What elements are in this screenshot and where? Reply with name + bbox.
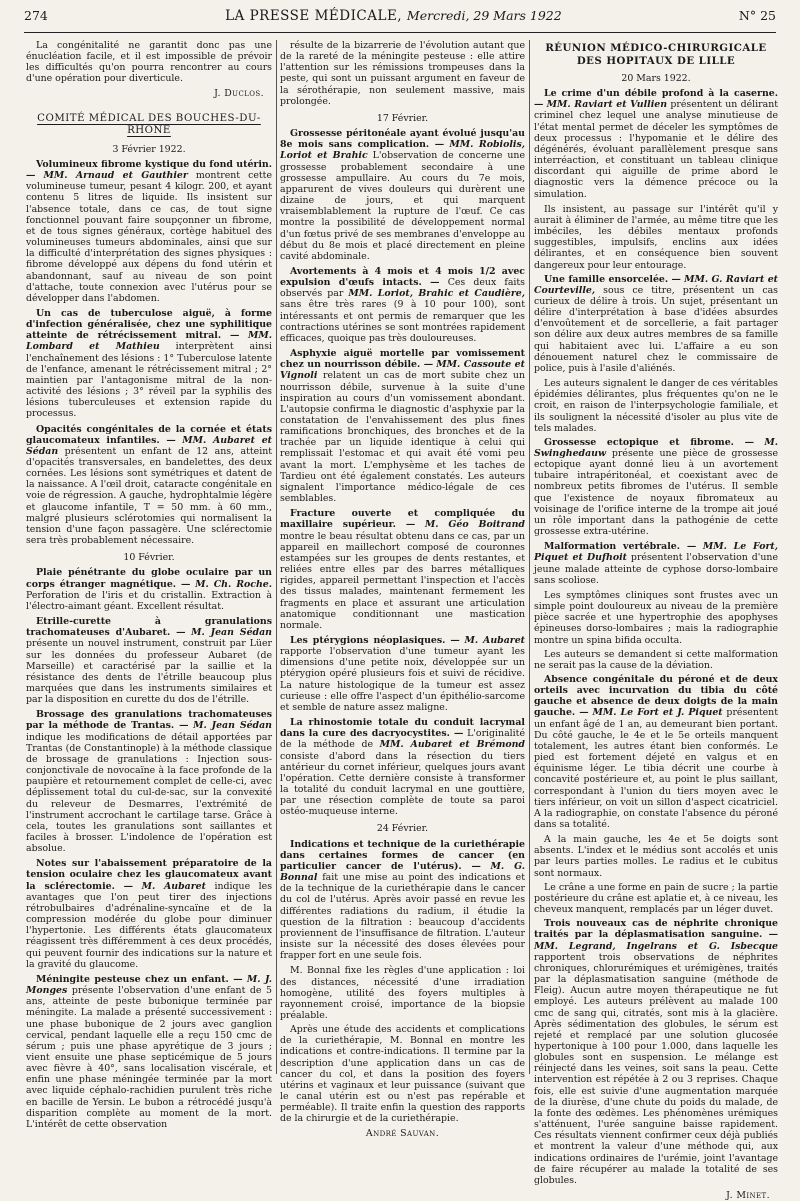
article-text: interprètent ainsi l'enchaînement des lésions : 1° Tuberculose latente de l'enfance, amenant le rétrécissement mitral ; 2° maintien par l'antagonisme mitral de la non-activité des lésions ; 3° réveil par la syphilis des lésions tuberculeuses et extension rapide du processus. xyxy=(26,341,272,420)
article xyxy=(26,974,272,1130)
article xyxy=(280,717,525,817)
article-authors: MM. Cassoute et Vignoli xyxy=(280,359,525,382)
article-heading: Etrille-curette à granulations trachomateuses d'Aubaret. — xyxy=(26,616,272,639)
article xyxy=(26,858,272,970)
article xyxy=(280,128,525,262)
article-authors: M. Aubaret xyxy=(464,634,525,646)
page-header xyxy=(24,8,776,33)
article-authors: MM. Aubaret et Brémond xyxy=(379,739,525,751)
article-heading: Fracture ouverte et compliquée du maxillaire supérieur. — xyxy=(280,508,525,531)
article-text: Les auteurs se demandent si cette malformation ne serait pas la cause de la déviation. xyxy=(534,648,778,671)
article xyxy=(26,709,272,854)
article xyxy=(26,616,272,705)
article-authors: MM. Robiolis, Loriot et Brahic xyxy=(280,139,525,162)
article-text: présentent un délirant criminel chez lequel une analyse minutieuse de l'état mental permet de déceler les symptômes de deux processus : l'hypomanie et le délire des dégénérés, évoluant parallèlement presque sans interréaction, et constituant un tableau clinique discordant qui aiguille de prime abord le diagnostic vers la démence précoce ou la simulation. xyxy=(534,99,778,200)
article-text: L'observation de concerne une grossesse probablement secondaire à une grossesse ampullaire. Au cours du 7e mois, apparurent de vives douleurs qui durèrent une dizaine de jours, et qui marquent vraisemblablement la rupture de l'œuf. Ce cas montre la possibilité de développement normal d'un fœtus privé de ses membranes d'enveloppe au début du 8e mois et placé directement en pleine cavité abdominale. xyxy=(280,150,526,262)
article-authors: M. Jean Sédan xyxy=(193,720,273,732)
article xyxy=(534,88,778,200)
article-text: sans être très rares (9 à 10 pour 100), sont intéressants et ont permis de remarquer que les contractions utérines se sont montrées rapidement efficaces, quoique pas très douloureuses. xyxy=(280,299,525,344)
article xyxy=(280,508,525,631)
article-heading: Notes sur l'abaissement préparatoire de la tension oculaire chez les glaucomateux avant la sclérectomie. — xyxy=(26,858,272,892)
article-text: Ces deux faits observés par xyxy=(280,277,525,300)
article-authors: MM. Legrand, Ingelrans et G. Isbecque xyxy=(534,940,778,952)
article-authors: MM. Loriot, Brahic et Caudière, xyxy=(348,288,525,300)
article-heading: Indications et technique de la curiethérapie dans certaines formes de cancer (en particulier cancer de l'utérus). — xyxy=(280,838,525,872)
column-right xyxy=(534,40,779,1201)
article-authors: M. G. Bonnal xyxy=(280,860,526,884)
article xyxy=(534,674,778,830)
session-date: 10 Février. xyxy=(123,552,175,564)
article-authors: MM. Aubaret et Sédan xyxy=(26,434,273,457)
article-text: sous ce titre, présentent un cas curieux de délire à trois. Un sujet, présentant un délire d'interprétation à base d'idées absurdes d'envoûtement et de sorcellerie, a fait partager son délire aux deux autres membres de sa famille qui habitaient avec lui. L'affaire a eu son dénouement naturel chez le commissaire de police, puis à l'asile d'aliénés. xyxy=(534,284,778,374)
article-heading: Grossesse ectopique et fibrome. — xyxy=(544,436,754,448)
author-signature: J. Duclos. xyxy=(214,87,264,99)
article-authors: MM. Le Fort, Piquet et Dufhoit xyxy=(534,541,778,564)
article xyxy=(26,424,272,547)
article-text: A la main gauche, les 4e et 5e doigts sont absents. L'index et le médius sont accolés et unis par leurs parties molles. Le radius et le cubitus sont normaux. xyxy=(534,834,778,879)
article xyxy=(534,918,778,1186)
article-heading: Grossesse péritonéale ayant évolué jusqu'au 8e mois sans complication. — xyxy=(280,128,525,151)
session-date: 20 Mars 1922. xyxy=(621,73,691,84)
article-heading: Plaie pénétrante du globe oculaire par un corps étranger magnétique. — xyxy=(26,567,272,590)
article-text: Ils insistent, au passage sur l'intérêt qu'il y aurait à éliminer de l'armée, au même titre que les imbéciles, les débiles mentaux profonds suggestibles, impulsifs, enclins aux idées délirantes, et en conséquence bien souvent dangereux pour leur entourage. xyxy=(534,203,778,271)
article-authors: MM. Lombard et Mathieu xyxy=(26,330,272,353)
author-signature: J. Minet. xyxy=(726,1190,770,1201)
page-number: 274 xyxy=(24,8,48,23)
column-left xyxy=(26,40,273,1130)
article-heading: Le crime d'un débile profond à la caserne. — xyxy=(534,88,778,111)
article-text: montrent cette volumineuse tumeur, pesant 4 kilogr. 200, et ayant contenu 5 litres de liquide. Ils insistent sur l'absence totale, dans ce cas, de tout signe fonctionnel pouvant faire soupçonner un fibrome, et de tous signes généraux, cortège habituel des volumineuses tumeurs abdominales, ainsi que sur la difficulté d'interprétation des signes physiques : fibrome développé aux dépens du fond utérin et abandonnant, sauf au niveau de son point d'attache, toute connexion avec l'utérus pour se développer dans l'abdomen. xyxy=(26,170,273,304)
article-text: Perforation de l'iris et du cristallin. Extraction à l'électro-aimant géant. Excellent résultat. xyxy=(26,589,272,612)
article xyxy=(280,839,525,962)
article-heading: Avortements à 4 mois et 4 mois 1/2 avec expulsion d'œufs intacts. — xyxy=(280,265,525,289)
journal-title xyxy=(225,8,562,24)
section-title: COMITÉ MÉDICAL DES BOUCHES-DU-RHONE xyxy=(37,112,261,137)
article xyxy=(534,437,778,537)
article-heading: Malformation vertébrale. — xyxy=(544,541,697,553)
article-heading: Asphyxie aiguë mortelle par vomissement chez un nourrisson débile. — xyxy=(280,348,525,371)
article xyxy=(26,159,272,304)
article-text: Les auteurs signalent le danger de ces véritables épidémies délirantes, plus fréquentes qu'on ne le croit, en raison de l'interpsychologie familiale, et ils soulignent la nécessité d'isoler au plus vite de tels malades. xyxy=(534,378,778,434)
article-text: indique les avantages que l'on peut tirer des injections rétrobulbaires d'adrénaline-syncaïne et de la compression modérée du globe pour diminuer l'hypertonie. Les différents états glaucomateux réagissent très différemment à ces deux procédés, qui peuvent fournir des indications sur la nature et la gravité du glaucome. xyxy=(26,880,273,970)
article-text: présente une pièce de grossesse ectopique ayant donné lieu à un avortement tubaire intrapéritonéal, et coexistant avec de nombreux petits fibromes de l'utérus. Il semble que l'existence de noyaux fibromateux au voisinage de l'orifice interne de la trompe ait joué un rôle important dans la pathogénie de cette grossesse extra-utérine. xyxy=(534,448,778,538)
article-text: présente l'observation d'une enfant de 5 ans, atteinte de peste bubonique terminée par méningite. La malade a présenté successivement : une phase bubonique de 2 jours avec ganglion cervical, pendant laquelle elle a reçu 150 cmc de sérum ; puis une phase apyrétique de 3 jours ; vient ensuite une phase septicémique de 5 jours avec fièvre à 40°, sans localisation viscérale, et enfin une phase méningée terminée par la mort avec liquide céphalo-rachidien purulent très riche en bacille de Yersin. Le bubon a rétrocédé jusqu'à disparition complète au moment de la mort. L'intérêt de cette observation xyxy=(26,985,272,1130)
article xyxy=(26,308,272,420)
article xyxy=(26,567,272,612)
article-text: M. Bonnal fixe les règles d'une application : loi des distances, nécessité d'une irradiation homogène, utilité des foyers multiples à rayonnement croisé, importance de la biopsie préalable. xyxy=(280,965,525,1021)
section-title: RÉUNION MÉDICO-CHIRURGICALE DES HOPITAUX DE LILLE xyxy=(545,42,767,67)
article-authors: M. J. Monges xyxy=(26,973,272,997)
article-text: consiste d'abord dans la résection du tiers antérieur du cornet inférieur, quelques jours avant l'opération. Cette dernière consiste à transformer la totalité du conduit lacrymal en une gouttière, par une résection complète de toute sa paroi ostéo-muqueuse interne. xyxy=(280,750,525,818)
article-text: présente un nouvel instrument, construit par Lüer sur les données du professeur Aubaret (de Marseille) et caractérisé par la saillie et la résistance des dents de l'étrille beaucoup plus marquées que dans les instruments similaires et par la disposition en curette du dos de l'étrille. xyxy=(26,638,272,706)
article xyxy=(534,274,778,374)
article-text: montre le beau résultat obtenu dans ce cas, par un appareil en maillechort composé de couronnes estampées sur les groupes de dents restantes, et reliées entre elles par des barres métalliques rigides, appareil permettant l'inspection et l'accès des tissus malades, maintenant fermement les fragments en place et assurant une articulation anatomique conditionnant une mastication normale. xyxy=(280,530,525,631)
session-date: 24 Février. xyxy=(376,823,429,835)
article-text: relatent un cas de mort subite chez un nourrisson débile, survenue à la suite d'une inspiration au cours d'un vomissement abondant. L'autopsie confirma le diagnostic d'asphyxie par la constatation de l'envahissement des plus fines ramifications bronchiques, des bronches et de la trachée par un liquide identique à celui qui remplissait l'estomac et qui avait été vomi peu avant la mort. L'emphysème et les taches de Tardieu ont été également constatés. Les auteurs signalent l'importance médico-légale de ces semblables. xyxy=(280,370,525,505)
article-authors: M. Ch. Roche. xyxy=(195,578,272,590)
article-heading: La rhinostomie totale du conduit lacrymal dans la cure des dacryocystites. — xyxy=(280,717,525,740)
article-text: présentent un enfant âgé de 1 an, au demeurant bien portant. Du côté gauche, le 4e et le 5e orteils manquent totalement, les autres étant bien conformés. Le pied est fortement déjeté en valgus et en équinisme léger. Le tibia décrit une courbe à concavité postérieure et, au point le plus saillant, correspondant à l'union du tiers moyen avec le tiers inférieur, on voit un sillon d'aspect cicatriciel. A la radiographie, on constate l'absence du péroné dans sa totalité. xyxy=(534,707,778,830)
article-text: résulte de la bizarrerie de l'évolution autant que de la rareté de la méningite pesteuse : elle attire l'attention sur les rémissions trompeuses dans la peste, qui sont un puissant argument en faveur de la sérothérapie, non seulement massive, mais prolongée. xyxy=(280,40,525,107)
article xyxy=(280,635,525,713)
column-divider xyxy=(276,40,277,1074)
article xyxy=(534,541,778,586)
article-text: La congénitalité ne garantit donc pas une énucléation facile, et il est impossible de prévoir les difficultés qu'on pourra rencontrer au cours d'une opération pour diverticule. xyxy=(26,40,272,85)
article-text: présentent l'observation d'une jeune malade atteinte de cyphose dorso-lombaire sans scoliose. xyxy=(534,552,778,586)
session-date: 3 Février 1922. xyxy=(112,143,186,155)
article-heading: Un cas de tuberculose aiguë, à forme d'infection généralisée, chez une syphilitique atteinte de rétrécissement mitral. — xyxy=(26,307,272,342)
article-text: présentent un enfant de 12 ans, atteint d'opacités transversales, en bandelettes, des deux cornées. Les lésions sont symétriques et datent de la naissance. A l'œil droit, cataracte congénitale en voie de régression. A gauche, hydrophtalmie légère et glaucome infantile, T = 50 mm. à 60 mm., malgré plusieurs sclérotomies qui normalisent la tension d'une façon passagère. Une sclérectomie sera très probablement nécessaire. xyxy=(26,445,272,547)
article-authors: MM. Le Fort et J. Piquet xyxy=(592,707,723,719)
article-authors: MM. Arnaud et Gauthier xyxy=(43,170,188,182)
article-text: Après une étude des accidents et complications de la curiethérapie, M. Bonnal en montre les indications et contre-indications. Il termine par la description d'une application dans un cas de cancer du col, et dans la position des foyers utérins et vaginaux et leur puissance (suivant que le canal utérin est ou n'est pas repérable et perméable). Il traite enfin la question des rapports de la chirurgie et de la curiethérapie. xyxy=(280,1024,525,1125)
article-heading: Opacités congénitales de la cornée et états glaucomateux infantiles. — xyxy=(26,423,272,446)
article-heading: Brossage des granulations trachomateuses par la méthode de Trantas. — xyxy=(26,709,272,732)
article-text: rapportent trois observations de néphrites chroniques, chlorurémiques et urémigènes, traités par la déplasmatisation sanguine (méthode de Fleig). Aucun autre moyen thérapeutique ne fut employé. Les auteurs prélèvent au malade 100 cmc de sang qui, citratés, sont mis à la glacière. Après sédimentation des globules, le sérum est rejeté et remplacé par une solution glucosée hypertonique à 100 pour 1.000, dans laquelle les globules sont en suspension. Le mélange est réinjecté dans les veines, soit sans la peau. Cette intervention est répétée à 2 ou 3 reprises. Chaque fois, elle est suivie d'une augmentation marquée de la diurèse, d'une chute du poids du malade, de la fonte des œdèmes. Les phénomènes urémiques s'atténuent, l'urée sanguine baisse rapidement. Ces résultats viennent confirmer ceux déjà publiés et montrent la valeur d'une méthode qui, aux indications ordinaires de l'urémie, joint l'avantage de faire récupérer au malade la totalité de ses globules. xyxy=(534,951,778,1186)
article-text: fait une mise au point des indications et de la technique de la curiethérapie dans le cancer du col de l'utérus. Après avoir passé en revue les différentes radiations du radium, il étudie la question de la filtration : beaucoup d'accidents proviennent de l'insuffisance de filtration. L'auteur insiste sur la nécessité des doses élevées pour frapper fort en une seule fois. xyxy=(280,872,525,962)
article xyxy=(280,348,525,504)
article-text: Les symptômes cliniques sont frustes avec un simple point douloureux au niveau de la première pièce sacrée et une hypertrophie des apophyses épineuses dorso-lombaires ; mais la radiographie montre un spina bifida occulta. xyxy=(534,589,778,646)
article-authors: M. Aubaret xyxy=(141,880,206,892)
article-heading: Absence congénitale du péroné et de deux orteils avec incurvation du tibia du côté gauche et absence de deux doigts de la main gauche. — xyxy=(534,673,778,719)
issue-number: N° 25 xyxy=(738,8,776,23)
issue-date: Mercredi, 29 Mars 1922 xyxy=(406,8,562,23)
article-authors: M. Swinghedauw xyxy=(534,436,778,459)
article-authors: M. Géo Boitrand xyxy=(424,519,525,531)
article-authors: M. Jean Sédan xyxy=(191,627,272,639)
article-heading: Une famille ensorcelée. — xyxy=(544,273,681,285)
article-text: Le crâne a une forme en pain de sucre ; la partie postérieure du crâne est aplatie et, à ce niveau, les cheveux manquent, remplacés par un léger duvet. xyxy=(534,881,778,916)
article-heading: Les ptérygions néoplasiques. — xyxy=(290,634,460,646)
column-middle xyxy=(280,40,526,1139)
article xyxy=(280,266,525,344)
article-authors: MM. Raviart et Vullien xyxy=(546,99,668,111)
article-text: indique les modifications de détail apportées par Trantas (de Constantinople) à la méthode classique de brossage de granulations : Injection sous-conjonctivale de novocaïne à la face profonde de la paupière et retournement complet de celle-ci, avec déplissement total du cul-de-sac, sur la convexité du releveur de Desmarres, l'extrémité de l'instrument accrochant le cartilage tarse. Grâce à cela, toutes les granulations sont saillantes et faciles à brosser. L'indolence de l'opération est absolue. xyxy=(26,731,272,855)
article-heading: Méningite pesteuse chez un enfant. — xyxy=(36,973,243,985)
session-date: 17 Février. xyxy=(376,112,429,124)
article-authors: MM. G. Raviart et Courteville, xyxy=(534,273,779,296)
column-divider xyxy=(529,40,530,1074)
article-heading: Volumineux fibrome kystique du fond utérin. — xyxy=(26,158,272,182)
article-text: L'originalité de la méthode de xyxy=(280,728,525,751)
article-text: rapporte l'observation d'une tumeur ayant les dimensions d'une petite noix, développée sur un ptérygion opéré plusieurs fois et suivi de récidive. La nature histologique de la tumeur est assez curieuse : elle offre l'aspect d'un épithélio-sarcome et semble de nature assez maligne. xyxy=(280,646,525,713)
journal-name: LA PRESSE MÉDICALE, xyxy=(225,8,403,24)
article-heading: Trois nouveaux cas de néphrite chronique traités par la déplasmatisation sanguine. — xyxy=(534,918,778,941)
author-signature: André Sauvan. xyxy=(365,1127,440,1139)
